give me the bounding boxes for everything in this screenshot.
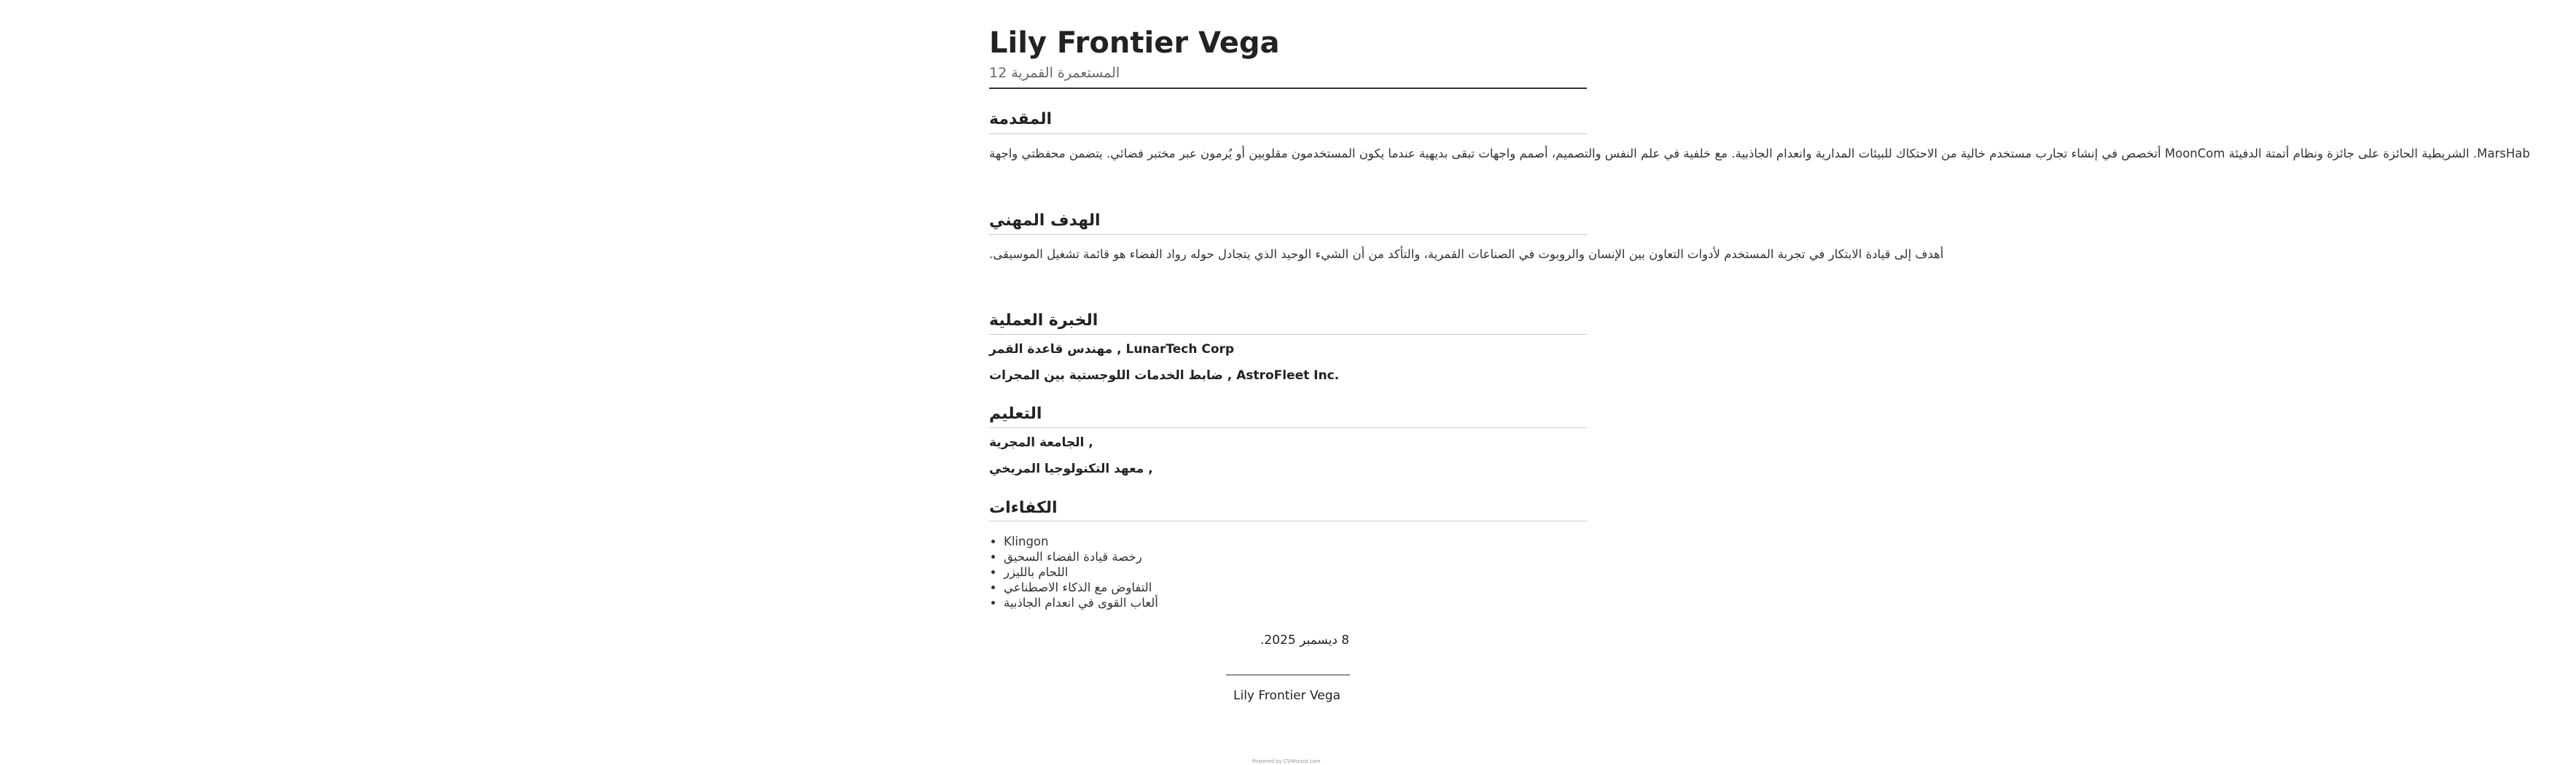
- experience-item: ضابط الخدمات اللوجستية بين المجرات , AstroFleet Inc.: [989, 368, 1340, 383]
- section-divider: [989, 133, 1587, 134]
- document-date: 8 ديسمبر 2025.: [1260, 633, 1350, 648]
- skill-item: • Klingon: [1004, 534, 1158, 549]
- page-title: Lily Frontier Vega: [989, 26, 1280, 60]
- powered-by-link[interactable]: Powered by CVWizard.com: [1252, 758, 1321, 764]
- skill-item: • التفاوض مع الذكاء الاصطناعي: [1004, 580, 1158, 595]
- section-divider: [989, 334, 1587, 335]
- section-heading-education: التعليم: [989, 405, 1042, 423]
- section-divider: [989, 427, 1587, 428]
- intro-paragraph: MarsHab. الشريطية الحائزة على جائزة ونظام أتمتة الدفيئة MoonCom أتخصص في إنشاء تجارب مستخدم خالية من الاحتكاك للبيئات المدارية وانعدام الجاذبية. مع خلفية في علم النفس والتصميم، أصمم واجهات تبقى بديهية عندما يكون المستخدمون مقلوبين أو يُرمون عبر مختبر فضائي. يتضمن محفظتي واجهة: [989, 147, 2530, 160]
- skill-item: • اللحام بالليزر: [1004, 564, 1158, 580]
- signature-name: Lily Frontier Vega: [1233, 688, 1340, 703]
- skill-item: • رخصة قيادة الفضاء السحيق: [1004, 549, 1158, 564]
- section-heading-objective: الهدف المهني: [989, 211, 1101, 230]
- section-heading-experience: الخبرة العملية: [989, 311, 1098, 330]
- header-divider: [989, 88, 1587, 89]
- section-heading-skills: الكفاءات: [989, 499, 1058, 517]
- education-item: الجامعة المجرية ,: [989, 435, 1093, 450]
- objective-paragraph: أهدف إلى قيادة الابتكار في تجربة المستخدم لأدوات التعاون بين الإنسان والروبوت في الصناعات القمرية، والتأكد من أن الشيء الوحيد الذي يتجادل حوله رواد الفضاء هو قائمة تشغيل الموسيقى.: [989, 247, 1944, 261]
- education-item: معهد التكنولوجيا المريخي ,: [989, 462, 1153, 476]
- skill-item: • ألعاب القوى في انعدام الجاذبية: [1004, 595, 1158, 610]
- experience-item: مهندس قاعدة القمر , LunarTech Corp: [989, 342, 1235, 357]
- section-divider: [989, 234, 1587, 235]
- location-subtitle: المستعمرة القمرية 12: [989, 65, 1120, 81]
- section-heading-intro: المقدمة: [989, 110, 1053, 128]
- skills-list: [989, 534, 1158, 610]
